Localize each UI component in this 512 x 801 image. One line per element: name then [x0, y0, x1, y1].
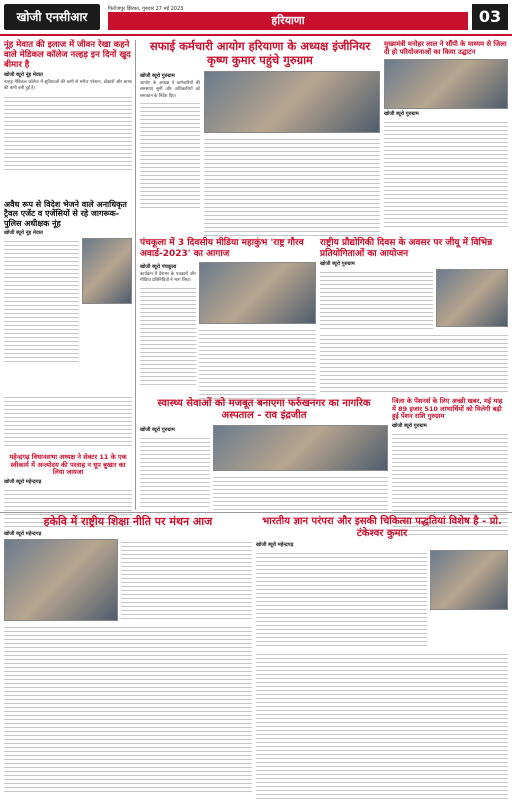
- body-text-block: [320, 269, 433, 329]
- masthead: [0, 0, 512, 34]
- headline: स्वास्थ्य सेवाओं को मजबूत बनाएगा फर्रुखनगर का नागरिक अस्पताल - राव इंद्रजीत: [157, 398, 371, 421]
- media-event-photo: [199, 262, 316, 324]
- body-text-block: [121, 539, 252, 619]
- byline: खोजी ब्यूरो नूंह मेवात: [4, 72, 43, 79]
- story-school: [4, 394, 132, 449]
- story-media: [140, 238, 316, 405]
- meeting-photo: [204, 71, 380, 133]
- education-photo: [4, 539, 118, 621]
- story-commission: [140, 40, 380, 236]
- headline: महेन्द्रगढ़ विधानसभा अध्यक्ष ने सेक्टर 11 के एक स्वीकार्य में अन्त्योदय की परवाह न धूप बुखार का लिया जायजा: [9, 453, 127, 477]
- byline: खोजी ब्यूरो पंचकूला: [140, 264, 177, 271]
- section-banner: हरियाणा: [108, 12, 468, 30]
- body-text-block: [213, 474, 388, 512]
- byline: खोजी ब्यूरो गुरुग्राम: [384, 111, 419, 118]
- lead-headline: सफाई कर्मचारी आयोग हरियाणा के अध्यक्ष इंजीनियर कृष्ण कुमार पहुंचे गुरुग्राम: [149, 39, 371, 67]
- headline: नूंह मेवात की इलाज में जीवन रेखा कहने वाले मेडिकल कॉलेज नल्हड़ इन दिनों खुद बीमार है: [4, 40, 131, 71]
- column-divider: [135, 40, 136, 510]
- headline: मुख्यमंत्री मनोहर लाल ने सौंपी के माध्यम से जिला दी हो परियोजनाओं का किया उद्घाटन: [384, 40, 507, 57]
- cm-photo: [384, 59, 508, 109]
- story-tech: [320, 238, 508, 392]
- body-text-block: [4, 94, 132, 172]
- body-text-block: [204, 136, 380, 236]
- body-text-block: [256, 651, 508, 801]
- body-text-block: [256, 550, 427, 648]
- byline: खोजी ब्यूरो नूंह मेवात: [4, 230, 43, 237]
- tech-day-photo: [436, 269, 508, 327]
- body-text-block: [140, 100, 200, 210]
- body-text-block: [4, 238, 79, 364]
- headline: हकेवि में राष्ट्रीय शिक्षा नीति पर मंथन आज: [43, 515, 213, 528]
- body-text-block: [140, 285, 196, 385]
- byline: खोजी ब्यूरो महेन्द्रगढ़: [256, 541, 294, 548]
- story-ayurveda: [256, 516, 508, 801]
- professor-photo: [430, 550, 508, 610]
- byline: खोजी ब्यूरो महेन्द्रगढ़: [4, 530, 42, 537]
- byline: खोजी ब्यूरो महेन्द्रगढ़: [4, 478, 42, 485]
- police-officer-photo: [82, 238, 132, 304]
- byline: खोजी ब्यूरो गुरुग्राम: [320, 261, 355, 268]
- byline: खोजी ब्यूरो गुरुग्राम: [392, 422, 427, 429]
- newspaper-logo: खोजी एनसीआर: [4, 4, 100, 30]
- headline: पंचकूला में 3 दिवसीय मीडिया महाकुंभ 'राष्ट्र गौरव अवार्ड-2023' का आगाज: [140, 238, 304, 259]
- dateline: फिरोजपुर झिरका, गुरुवार 27 मई 2023: [108, 6, 184, 12]
- headline: अवैध रूप से विदेश भेजने वाले अनाधिकृत ट्रैवल एजेंट व एजेंसियों से रहे जागरूक-पुलिस अधीक्षक नूंह: [4, 200, 127, 228]
- body-text-block: [320, 332, 508, 392]
- headline: भारतीय ज्ञान परंपरा और इसकी चिकित्सा पद्धतियां विशेष है - प्रो. टंकेश्वर कुमार: [262, 516, 502, 539]
- byline: खोजी ब्यूरो गुरुग्राम: [140, 426, 175, 433]
- section-divider: [0, 512, 512, 513]
- story-education: [4, 516, 252, 792]
- body-text-block: [4, 394, 132, 449]
- body-text-block: [199, 327, 316, 405]
- story-body: नल्हड़ मेडिकल कॉलेज में सुविधाओं की कमी से मरीज परेशान, डॉक्टरों और स्टाफ की कमी बनी हुई है।: [4, 80, 132, 92]
- page-number: 03: [472, 4, 508, 30]
- story-cm: [384, 40, 508, 229]
- story-body: कार्यक्रम में देशभर के पत्रकारों और मीडिया प्रतिनिधियों ने भाग लिया।: [140, 272, 196, 284]
- body-text-block: [140, 435, 210, 509]
- story-health: [140, 398, 388, 512]
- story-body: आयोग के अध्यक्ष ने कर्मचारियों की समस्याएं सुनीं और अधिकारियों को समाधान के निर्देश दिए।: [140, 81, 200, 99]
- headline: राष्ट्रीय प्रौद्योगिकी दिवस के अवसर पर जीयू में विभिन्न प्रतियोगिताओं का आयोजन: [320, 238, 493, 259]
- body-text-block: [384, 119, 508, 229]
- headline: जिला के पेंशनर्स के लिए अच्छी खबर, मई माह में 89 हजार 510 लाभार्थियों को मिलेगी बढ़ी हुई पेंशन राशि गुरुग्राम: [392, 397, 503, 421]
- masthead-rule: [0, 34, 512, 36]
- story-nuh: [4, 40, 132, 172]
- hospital-photo: [213, 425, 388, 471]
- body-text-block: [4, 624, 252, 792]
- byline: खोजी ब्यूरो गुरुग्राम: [140, 73, 175, 80]
- story-crime: [4, 200, 132, 364]
